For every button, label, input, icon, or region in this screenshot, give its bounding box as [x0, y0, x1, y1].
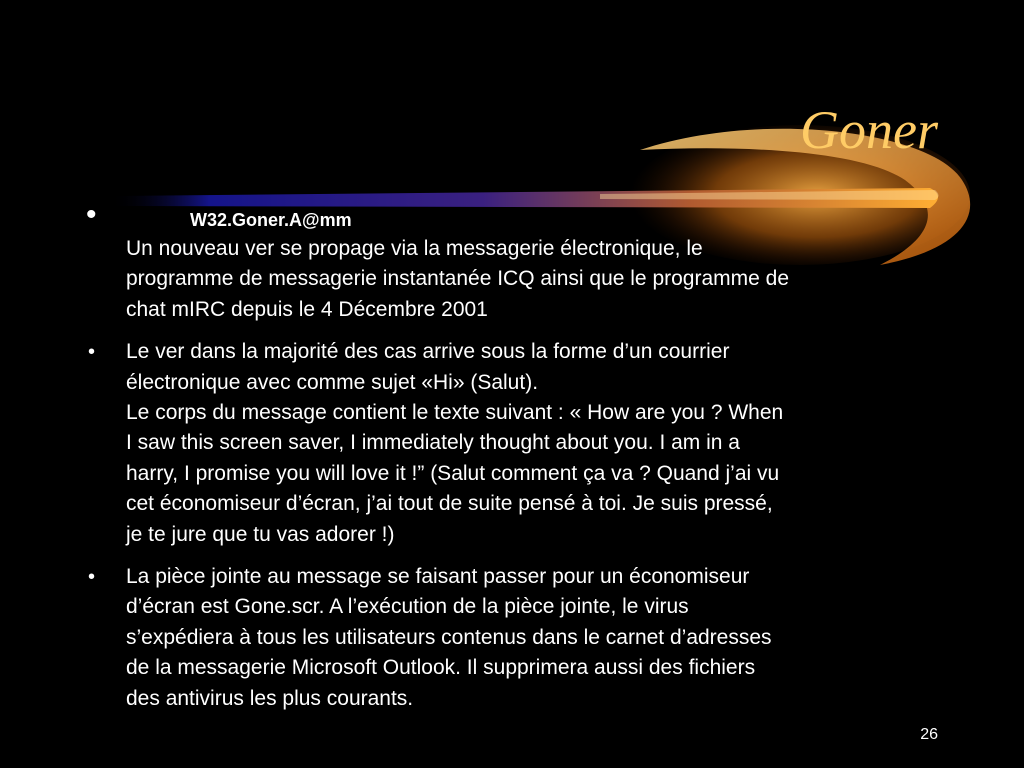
bullet-line: Un nouveau ver se propage via la messagerie électronique, le — [126, 237, 703, 260]
bullet-item — [84, 198, 944, 325]
bullet-dot-icon: • — [88, 566, 96, 589]
bullet-line: I saw this screen saver, I immediately thought about you. I am in a — [126, 431, 740, 455]
bullet-dot-icon: • — [88, 341, 96, 364]
bullet-heading: W32.Goner.A@mm — [190, 210, 352, 230]
bullet-line: chat mIRC depuis le 4 Décembre 2001 — [126, 297, 488, 321]
bullet-item — [84, 337, 944, 550]
bullet-line: Le ver dans la majorité des cas arrive sous la forme d’un courrier — [126, 340, 730, 364]
bullet-line: Le corps du message contient le texte suivant : « How are you ? When — [126, 401, 784, 425]
bullet-line: La pièce jointe au message se faisant passer pour un économiseur — [126, 565, 750, 589]
bullet-line: je te jure que tu vas adorer !) — [126, 522, 395, 546]
slide-title: Goner — [800, 100, 938, 160]
bullet-list — [84, 198, 944, 726]
bullet-line: s’expédiera à tous les utilisateurs contenus dans le carnet d’adresses — [126, 625, 772, 649]
bullet-line: harry, I promise you will love it !” (Salut comment ça va ? Quand j’ai vu — [126, 461, 780, 485]
bullet-line: de la messagerie Microsoft Outlook. Il supprimera aussi des fichiers — [126, 656, 756, 680]
bullet-line: d’écran est Gone.scr. A l’exécution de la pièce jointe, le virus — [126, 595, 689, 619]
page-number: 26 — [920, 726, 938, 743]
bullet-dot-icon: • — [86, 198, 97, 231]
bullet-item — [84, 562, 944, 714]
bullet-line: des antivirus les plus courants. — [126, 686, 414, 710]
bullet-line: programme de messagerie instantanée ICQ ainsi que le programme de — [126, 267, 790, 291]
bullet-line: cet économiseur d’écran, j’ai tout de suite pensé à toi. Je suis pressé, — [126, 492, 773, 516]
bullet-line: électronique avec comme sujet «Hi» (Salut). — [126, 370, 539, 394]
